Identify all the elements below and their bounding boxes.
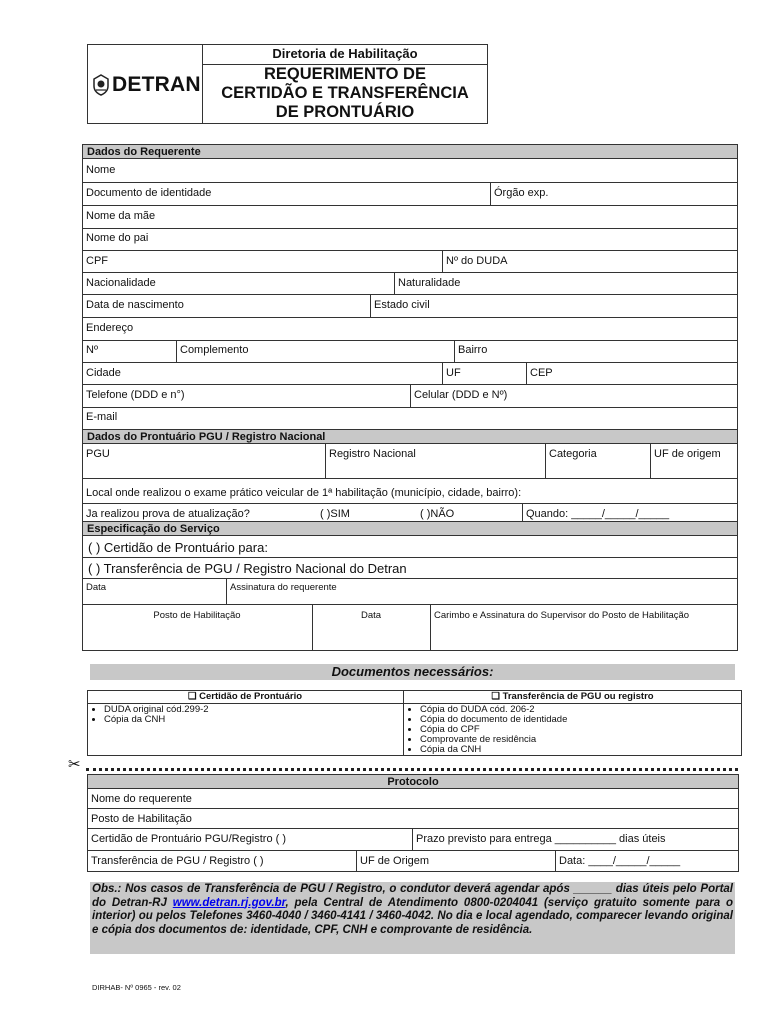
form-code: DIRHAB- Nº 0965 - rev. 02 [92, 983, 181, 992]
field-quando[interactable]: Quando: _____/_____/_____ [526, 508, 670, 520]
cut-line [86, 768, 738, 771]
list-item: • Cópia da CNH [104, 715, 400, 725]
field-data-posto[interactable]: Data [360, 610, 382, 621]
title-line-3: DE PRONTUÁRIO [275, 103, 415, 121]
detran-website-link[interactable]: www.detran.rj.gov.br [172, 896, 286, 909]
field-nascimento[interactable]: Data de nascimento [86, 299, 184, 311]
field-endereco[interactable]: Endereço [86, 322, 134, 334]
field-cidade[interactable]: Cidade [86, 367, 121, 379]
detran-logo [92, 72, 201, 100]
protocolo-posto[interactable]: Posto de Habilitação [91, 813, 192, 825]
scissors-icon: ✂ [68, 755, 81, 773]
field-bairro[interactable]: Bairro [458, 344, 488, 356]
field-registro[interactable]: Registro Nacional [329, 448, 416, 460]
field-complemento[interactable]: Complemento [180, 344, 249, 356]
field-uf-origem[interactable]: UF de origem [654, 448, 721, 460]
documentos-title: Documentos necessários: [90, 664, 735, 680]
list-item: • DUDA original cód.299-2 [104, 705, 400, 715]
crest-icon [92, 74, 110, 101]
field-orgao[interactable]: Órgão exp. [494, 187, 549, 199]
list-item: • Cópia da CNH [420, 745, 736, 755]
col-transferencia-title: ❑ Transferência de PGU ou registro [491, 691, 654, 702]
field-categoria[interactable]: Categoria [549, 448, 597, 460]
field-pgu[interactable]: PGU [86, 448, 110, 460]
protocolo-transferencia[interactable]: Transferência de PGU / Registro ( ) [91, 855, 264, 867]
field-naturalidade[interactable]: Naturalidade [398, 277, 461, 289]
col-certidao-title: ❑ Certidão de Prontuário [187, 691, 303, 702]
obs-box [90, 882, 735, 954]
protocolo-uf-origem[interactable]: UF de Origem [360, 855, 430, 867]
col-transferencia-list [406, 705, 736, 755]
obs-text-part2: , pela Central de Atendimento 0800-0204041 (serviço gratuito somente para o interior) ou pelos Telefones 3460-4040 / 3460-4141 / 3460-4042. No dia e local agendado, comparecer levando original e cópia dos documentos de: identidade, CPF, CNH e comprovante de residência. [92, 896, 733, 936]
list-item: • Cópia do CPF [420, 725, 736, 735]
prova-sim-option[interactable]: ( )SIM [320, 508, 350, 520]
obs-text-part1: Obs.: Nos casos de Transferência de PGU / Registro, o condutor deverá agendar após ______ dias úteis pelo Portal do Detran-RJ [92, 883, 733, 909]
list-item: • Comprovante de residência [420, 735, 736, 745]
field-cep[interactable]: CEP [530, 367, 553, 379]
field-carimbo[interactable]: Carimbo e Assinatura do Supervisor do Posto de Habilitação [434, 610, 690, 621]
directorate-label: Diretoria de Habilitação [272, 46, 418, 61]
field-telefone[interactable]: Telefone (DDD e n°) [86, 389, 185, 401]
section-servico: Especificação do Serviço [82, 521, 738, 536]
title-line-2: CERTIDÃO E TRANSFERÊNCIA [221, 84, 469, 102]
field-posto[interactable]: Posto de Habilitação [153, 610, 241, 621]
field-nacionalidade[interactable]: Nacionalidade [86, 277, 156, 289]
field-uf[interactable]: UF [446, 367, 461, 379]
servico-transferencia-option[interactable]: ( ) Transferência de PGU / Registro Nacional do Detran [88, 561, 407, 576]
field-celular[interactable]: Celular (DDD e Nº) [414, 389, 508, 401]
protocolo-title: Protocolo [87, 774, 739, 789]
col-certidao-list [90, 705, 400, 725]
servico-certidao-option[interactable]: ( ) Certidão de Prontuário para: [88, 540, 268, 555]
field-data[interactable]: Data [86, 582, 107, 593]
field-cpf[interactable]: CPF [86, 255, 108, 267]
logo-text: DETRAN [112, 73, 201, 96]
form-title [202, 65, 488, 122]
field-estado-civil[interactable]: Estado civil [374, 299, 430, 311]
field-email[interactable]: E-mail [86, 411, 118, 423]
section-requerente: Dados do Requerente [82, 144, 738, 159]
prova-nao-option[interactable]: ( )NÃO [420, 508, 455, 520]
field-mae[interactable]: Nome da mãe [86, 210, 156, 222]
field-numero[interactable]: Nº [86, 344, 98, 356]
field-pai[interactable]: Nome do pai [86, 232, 149, 244]
list-item: • Cópia do documento de identidade [420, 715, 736, 725]
list-item: • Cópia do DUDA cód. 206-2 [420, 705, 736, 715]
protocolo-data[interactable]: Data: ____/_____/_____ [559, 855, 681, 867]
protocolo-prazo[interactable]: Prazo previsto para entrega __________ dias úteis [416, 833, 666, 845]
field-duda[interactable]: Nº do DUDA [446, 255, 508, 267]
field-documento[interactable]: Documento de identidade [86, 187, 212, 199]
field-assinatura[interactable]: Assinatura do requerente [230, 582, 337, 593]
field-local-exame[interactable]: Local onde realizou o exame prático veicular de 1ª habilitação (município, cidade, bairro): [86, 487, 522, 499]
section-prontuario: Dados do Prontuário PGU / Registro Nacional [82, 429, 738, 444]
protocolo-nome[interactable]: Nome do requerente [91, 793, 192, 805]
field-nome[interactable]: Nome [86, 164, 116, 176]
protocolo-certidao[interactable]: Certidão de Prontuário PGU/Registro ( ) [91, 833, 287, 845]
title-line-1: REQUERIMENTO DE [264, 65, 426, 83]
field-prova-label: Ja realizou prova de atualização? [86, 508, 250, 520]
